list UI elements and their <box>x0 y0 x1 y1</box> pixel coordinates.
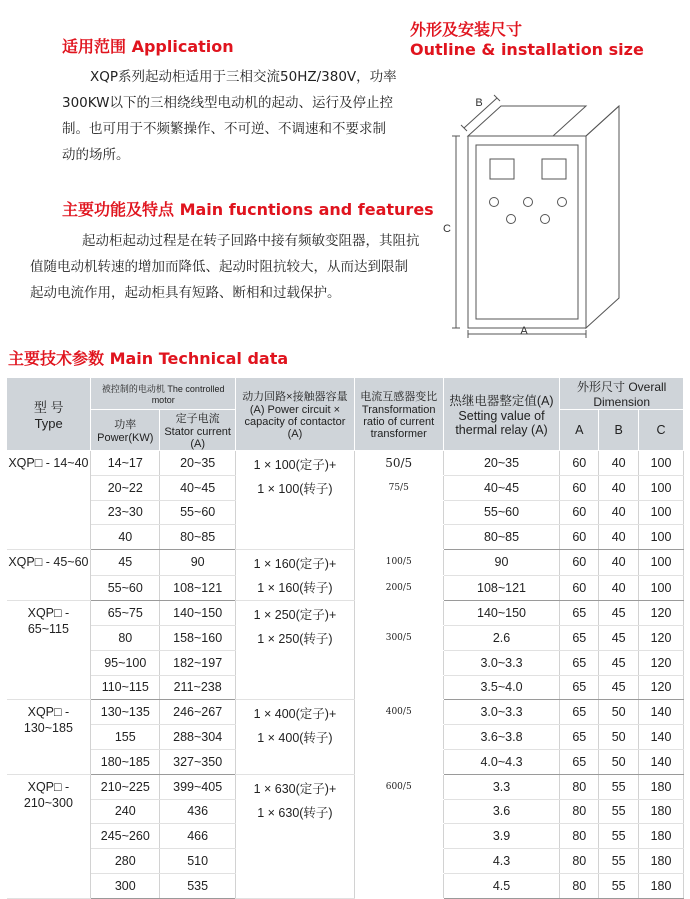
cell-relay: 3.9 <box>443 824 560 849</box>
cell-dim-b: 45 <box>599 625 639 650</box>
contactor-line: 1 × 250(转子) <box>257 632 333 647</box>
cell-dim-a: 60 <box>560 550 599 576</box>
cell-dim-c: 140 <box>639 700 684 725</box>
cell-power: 65~75 <box>91 601 160 626</box>
col-stator: 定子电流 Stator current (A) <box>160 410 236 451</box>
cell-dim-c: 180 <box>639 774 684 799</box>
cell-dim-c: 180 <box>639 799 684 824</box>
outline-heading-cn: 外形及安装尺寸 <box>410 20 523 39</box>
cell-dim-a: 80 <box>560 849 599 874</box>
contactor-line: 1 × 630(转子) <box>257 805 333 820</box>
application-text: XQP系列起动柜适用于三相交流50HZ/380V，功率300KW以下的三相绕线型电动机的起动、运行及停止控制。也可用于不频繁操作、不可逆、不调速和不要求制动的场所。 <box>62 69 397 163</box>
cell-ratio <box>354 675 443 700</box>
cell-ratio <box>354 650 443 675</box>
table-row <box>7 550 684 576</box>
cell-stator: 108~121 <box>160 575 236 601</box>
cell-dim-c: 120 <box>639 650 684 675</box>
cell-contactor <box>236 601 355 700</box>
cell-power: 80 <box>91 625 160 650</box>
cell-contactor <box>236 700 355 774</box>
cell-stator: 535 <box>160 873 236 898</box>
cell-ratio <box>354 725 443 750</box>
col-motor: 被控制的电动机 The controlled motor <box>91 378 236 410</box>
col-power: 功率 Power(KW) <box>91 410 160 451</box>
cell-stator: 90 <box>160 550 236 576</box>
cell-stator: 399~405 <box>160 774 236 799</box>
cell-ratio <box>354 749 443 774</box>
cell-dim-a: 60 <box>560 451 599 476</box>
cell-dim-b: 40 <box>599 525 639 550</box>
cell-dim-c: 120 <box>639 675 684 700</box>
technical-heading: 主要技术参数 Main Technical data <box>8 349 289 368</box>
col-type-en: Type <box>34 416 63 431</box>
contactor-line: 1 × 160(定子)+ <box>253 557 337 572</box>
cell-stator: 436 <box>160 799 236 824</box>
cell-relay: 4.5 <box>443 873 560 898</box>
cell-dim-a: 60 <box>560 575 599 601</box>
col-dim-c: C <box>639 410 684 451</box>
col-type <box>7 378 91 451</box>
cell-dim-c: 100 <box>639 500 684 525</box>
cell-relay: 40~45 <box>443 475 560 500</box>
contactor-line: 1 × 100(转子) <box>257 482 333 496</box>
cell-dim-a: 65 <box>560 675 599 700</box>
cell-dim-b: 55 <box>599 799 639 824</box>
cell-ratio <box>354 601 443 626</box>
cell-dim-b: 50 <box>599 749 639 774</box>
cell-dim-a: 65 <box>560 650 599 675</box>
cell-dim-c: 100 <box>639 550 684 576</box>
cell-stator: 182~197 <box>160 650 236 675</box>
table-row <box>7 700 684 725</box>
cell-type: XQP□ - 45~60 <box>7 550 91 601</box>
cell-relay: 3.0~3.3 <box>443 650 560 675</box>
cell-power: 110~115 <box>91 675 160 700</box>
cell-stator: 55~60 <box>160 500 236 525</box>
table-body <box>7 451 684 899</box>
table-row <box>7 451 684 476</box>
cell-dim-c: 180 <box>639 873 684 898</box>
application-heading: 适用范围 Application <box>62 37 234 56</box>
cell-type: XQP□ - 210~300 <box>7 774 91 898</box>
dim-label-a: A <box>520 325 528 337</box>
contactor-line: 1 × 250(定子)+ <box>253 608 337 623</box>
outline-heading-en: Outline & installation size <box>410 40 644 59</box>
features-text: 起动柜起动过程是在转子回路中接有频敏变阻器，其阻抗值随电动机转速的增加而降低、起动时阻抗较大，从而达到限制起动电流作用，起动柜具有短路、断相和过载保护。 <box>30 233 420 301</box>
cell-type: XQP□ - 65~115 <box>7 601 91 700</box>
contactor-line: 1 × 400(定子)+ <box>253 707 337 722</box>
cell-dim-a: 80 <box>560 774 599 799</box>
cell-relay: 80~85 <box>443 525 560 550</box>
cell-dim-b: 45 <box>599 675 639 700</box>
cell-dim-c: 120 <box>639 601 684 626</box>
cell-dim-a: 80 <box>560 824 599 849</box>
cell-dim-c: 100 <box>639 575 684 601</box>
cell-dim-b: 40 <box>599 500 639 525</box>
cell-power: 210~225 <box>91 774 160 799</box>
dim-label-b: B <box>475 97 483 109</box>
cell-relay: 3.3 <box>443 774 560 799</box>
cell-ratio: 50/5 <box>354 451 443 476</box>
cell-power: 180~185 <box>91 749 160 774</box>
cell-ratio: 400/5 <box>354 700 443 725</box>
cell-ratio <box>354 824 443 849</box>
outline-heading <box>410 20 644 60</box>
col-ratio: 电流互感器变比 Transformation ratio of current transformer <box>354 378 443 451</box>
cell-dim-a: 65 <box>560 749 599 774</box>
cell-contactor <box>236 550 355 601</box>
cell-dim-a: 80 <box>560 873 599 898</box>
cell-dim-b: 40 <box>599 550 639 576</box>
cell-relay: 4.3 <box>443 849 560 874</box>
contactor-line: 1 × 160(转子) <box>257 581 333 596</box>
cell-ratio <box>354 525 443 550</box>
cell-relay: 3.6~3.8 <box>443 725 560 750</box>
cell-stator: 140~150 <box>160 601 236 626</box>
cell-dim-b: 55 <box>599 873 639 898</box>
cell-power: 95~100 <box>91 650 160 675</box>
cell-ratio <box>354 799 443 824</box>
cell-power: 280 <box>91 849 160 874</box>
cell-dim-b: 50 <box>599 725 639 750</box>
cell-power: 45 <box>91 550 160 576</box>
cell-stator: 466 <box>160 824 236 849</box>
cell-dim-b: 50 <box>599 700 639 725</box>
dim-label-c: C <box>443 223 451 235</box>
cell-dim-b: 45 <box>599 650 639 675</box>
features-heading: 主要功能及特点 Main fucntions and features <box>62 200 434 219</box>
col-dim: 外形尺寸 Overall Dimension <box>560 378 684 410</box>
cell-relay: 3.0~3.3 <box>443 700 560 725</box>
cell-power: 240 <box>91 799 160 824</box>
cell-type: XQP□ - 130~185 <box>7 700 91 774</box>
cell-stator: 211~238 <box>160 675 236 700</box>
cell-relay: 90 <box>443 550 560 576</box>
contactor-line: 1 × 630(定子)+ <box>253 781 337 796</box>
cell-dim-c: 180 <box>639 824 684 849</box>
cell-dim-a: 65 <box>560 700 599 725</box>
cell-power: 55~60 <box>91 575 160 601</box>
cell-ratio <box>354 500 443 525</box>
cell-dim-b: 40 <box>599 451 639 476</box>
cell-ratio <box>354 849 443 874</box>
cell-power: 20~22 <box>91 475 160 500</box>
cell-contactor <box>236 451 355 550</box>
cell-dim-b: 40 <box>599 475 639 500</box>
col-type-cn: 型 号 <box>33 400 64 415</box>
cell-ratio: 75/5 <box>354 475 443 500</box>
cell-stator: 158~160 <box>160 625 236 650</box>
col-dim-b: B <box>599 410 639 451</box>
cell-dim-a: 60 <box>560 500 599 525</box>
cell-type: XQP□ - 14~40 <box>7 451 91 550</box>
cell-ratio: 100/5 <box>354 550 443 576</box>
cell-relay: 140~150 <box>443 601 560 626</box>
cell-ratio: 600/5 <box>354 774 443 799</box>
cell-stator: 510 <box>160 849 236 874</box>
cell-ratio <box>354 873 443 898</box>
col-contactor: 动力回路×接触器容量(A) Power circuit × capacity of contactor (A) <box>236 378 355 451</box>
cell-power: 40 <box>91 525 160 550</box>
cell-dim-a: 65 <box>560 625 599 650</box>
cell-dim-c: 120 <box>639 625 684 650</box>
cell-stator: 288~304 <box>160 725 236 750</box>
cell-stator: 20~35 <box>160 451 236 476</box>
cell-relay: 20~35 <box>443 451 560 476</box>
cell-dim-c: 140 <box>639 725 684 750</box>
cell-dim-c: 100 <box>639 475 684 500</box>
cell-dim-b: 55 <box>599 824 639 849</box>
cell-dim-b: 45 <box>599 601 639 626</box>
cabinet-outline-diagram <box>438 88 638 343</box>
cell-dim-a: 65 <box>560 601 599 626</box>
cell-relay: 2.6 <box>443 625 560 650</box>
cell-relay: 4.0~4.3 <box>443 749 560 774</box>
cell-power: 130~135 <box>91 700 160 725</box>
cell-dim-a: 60 <box>560 475 599 500</box>
technical-data-table <box>6 377 684 899</box>
table-row <box>7 774 684 799</box>
col-relay: 热继电器整定值(A) Setting value of thermal relay (A) <box>443 378 560 451</box>
cell-stator: 327~350 <box>160 749 236 774</box>
cell-dim-c: 100 <box>639 451 684 476</box>
cell-relay: 3.6 <box>443 799 560 824</box>
table-row <box>7 601 684 626</box>
cell-stator: 246~267 <box>160 700 236 725</box>
cell-dim-a: 80 <box>560 799 599 824</box>
cell-stator: 80~85 <box>160 525 236 550</box>
cell-relay: 3.5~4.0 <box>443 675 560 700</box>
cell-dim-c: 140 <box>639 749 684 774</box>
cell-relay: 108~121 <box>443 575 560 601</box>
col-dim-a: A <box>560 410 599 451</box>
cell-relay: 55~60 <box>443 500 560 525</box>
cell-power: 14~17 <box>91 451 160 476</box>
cell-dim-b: 40 <box>599 575 639 601</box>
cell-dim-a: 65 <box>560 725 599 750</box>
cell-dim-c: 100 <box>639 525 684 550</box>
cell-ratio: 300/5 <box>354 625 443 650</box>
cell-power: 155 <box>91 725 160 750</box>
cell-dim-a: 60 <box>560 525 599 550</box>
cell-dim-b: 55 <box>599 849 639 874</box>
cell-stator: 40~45 <box>160 475 236 500</box>
contactor-line: 1 × 100(定子)+ <box>253 458 337 472</box>
cell-ratio: 200/5 <box>354 575 443 601</box>
contactor-line: 1 × 400(转子) <box>257 731 333 746</box>
cell-power: 245~260 <box>91 824 160 849</box>
cell-dim-b: 55 <box>599 774 639 799</box>
cell-dim-c: 180 <box>639 849 684 874</box>
cell-power: 23~30 <box>91 500 160 525</box>
cell-power: 300 <box>91 873 160 898</box>
